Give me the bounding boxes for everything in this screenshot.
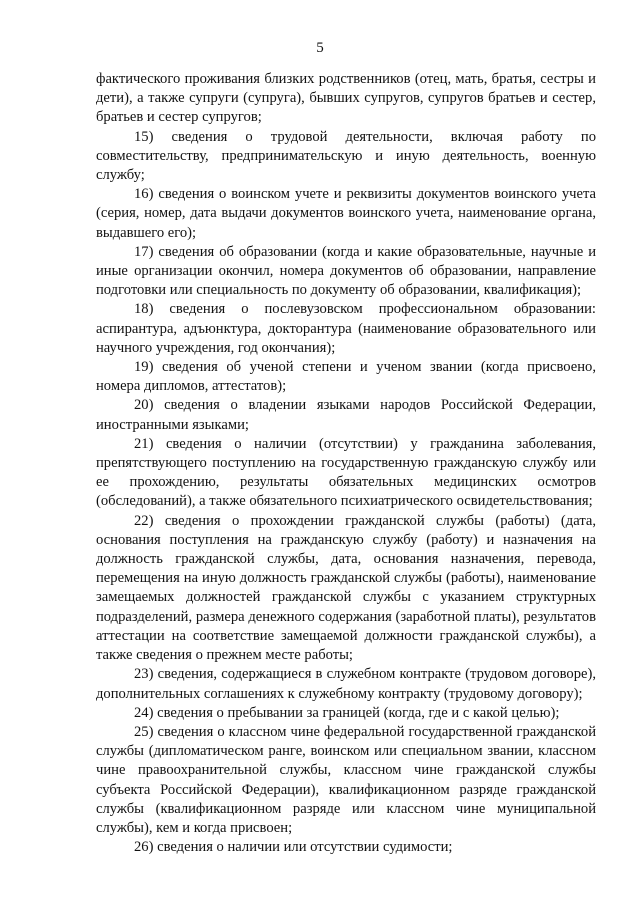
paragraph-item-26: 26) сведения о наличии или отсутствии судимости; — [134, 839, 453, 856]
document-body — [96, 70, 596, 857]
paragraph-item-23: 23) сведения, содержащиеся в служебном контракте (трудовом договоре), дополнительных соглашениях к служебному контракту (трудовому договору); — [96, 666, 596, 702]
paragraph-item-24: 24) сведения о пребывании за границей (когда, где и с какой целью); — [134, 704, 560, 721]
paragraph-item-25: 25) сведения о классном чине федеральной государственной гражданской службы (дипломатическом ранге, воинском или специальном звании, классном чине правоохранительной службы, классном чине гражданской службы субъекта Российской Федерации), квалификационном разряде гражданской службы (квалификационном разряде или классном чине муниципальной службы), кем и когда присвоен; — [96, 723, 596, 836]
paragraph-item-21: 21) сведения о наличии (отсутствии) у гражданина заболевания, препятствующего поступлению на государственную гражданскую службу или ее прохождению, результаты обязательных медицинских осмотров (обследований), а также обязательного психиатрического освидетельствования; — [96, 435, 596, 510]
paragraph-item-19: 19) сведения об ученой степени и ученом звании (когда присвоено, номера дипломов, аттестатов); — [96, 359, 596, 395]
paragraph-continuation: фактического проживания близких родственников (отец, мать, братья, сестры и дети), а также супруги (супруга), бывших супругов, супругов братьев и сестер, братьев и сестер супругов; — [96, 71, 596, 126]
paragraph-item-15: 15) сведения о трудовой деятельности, включая работу по совместительству, предпринимательскую и иную деятельность, военную службу; — [96, 128, 596, 184]
paragraph-item-18: 18) сведения о послевузовском профессиональном образовании: аспирантура, адъюнктура, докторантура (наименование образовательного или научного учреждения, год окончания); — [96, 301, 596, 356]
page-number: 5 — [316, 40, 324, 56]
paragraph-item-17: 17) сведения об образовании (когда и какие образовательные, научные и иные организации окончил, номера документов об образовании, направление подготовки или специальность по документу об образовании, квалификация); — [96, 243, 596, 299]
paragraph-item-22: 22) сведения о прохождении гражданской службы (работы) (дата, основания поступления на гражданскую службу (работу) и назначения на должность гражданской службы, дата, основания назначения, перевода, перемещения на иную должность гражданской службы (работы), наименование замещаемых должностей гражданской службы с указанием структурных подразделений, размера денежного содержания (заработной платы), результатов аттестации на соответствие замещаемой должности гражданской службы), а также сведения о прежнем месте работы; — [96, 512, 596, 664]
paragraph-item-20: 20) сведения о владении языками народов Российской Федерации, иностранными языками; — [96, 397, 596, 433]
paragraph-item-16: 16) сведения о воинском учете и реквизиты документов воинского учета (серия, номер, дата выдачи документов воинского учета, наименование органа, выдавшего его); — [96, 186, 596, 241]
